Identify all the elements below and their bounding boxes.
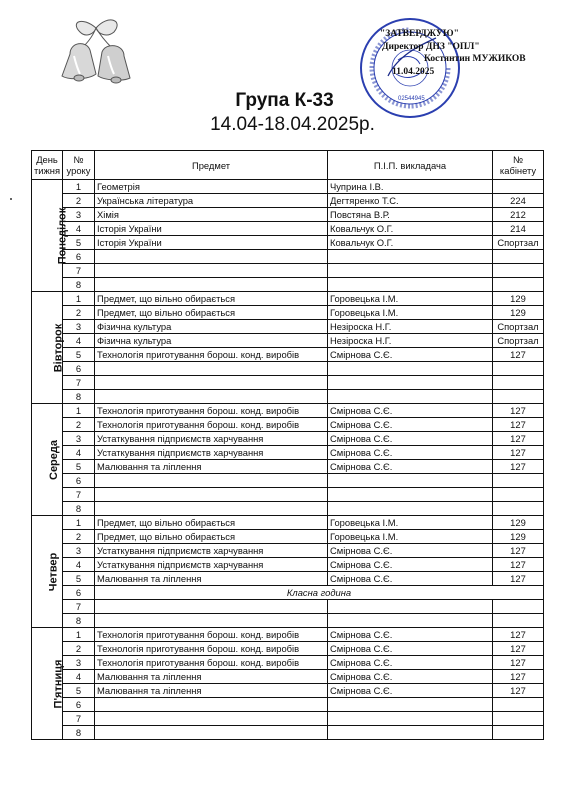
- day-label: Середа: [48, 439, 60, 480]
- teacher-cell: Горовецька І.М.: [328, 306, 493, 320]
- lesson-number: 4: [63, 558, 95, 572]
- teacher-cell: Горовецька І.М.: [328, 530, 493, 544]
- room-cell: [493, 250, 544, 264]
- room-cell: [493, 600, 544, 614]
- subject-cell: [95, 250, 328, 264]
- teacher-cell: Ковальчук О.Г.: [328, 236, 493, 250]
- table-row: [32, 264, 544, 278]
- table-row: [32, 376, 544, 390]
- teacher-cell: Смірнова С.Є.: [328, 404, 493, 418]
- table-row: [32, 180, 544, 194]
- subject-cell: Українська література: [95, 194, 328, 208]
- lesson-number: 3: [63, 544, 95, 558]
- table-row: [32, 628, 544, 642]
- subject-cell: Фізична культура: [95, 320, 328, 334]
- teacher-cell: [328, 264, 493, 278]
- table-row: [32, 474, 544, 488]
- table-row: [32, 670, 544, 684]
- lesson-number: 1: [63, 292, 95, 306]
- lesson-number: 4: [63, 670, 95, 684]
- subject-cell: Історія України: [95, 236, 328, 250]
- table-row: [32, 656, 544, 670]
- teacher-cell: [328, 250, 493, 264]
- subject-cell: Історія України: [95, 222, 328, 236]
- teacher-cell: [328, 474, 493, 488]
- subject-cell: Устаткування підприємств харчування: [95, 446, 328, 460]
- lesson-number: 6: [63, 586, 95, 600]
- room-cell: 129: [493, 292, 544, 306]
- room-cell: 212: [493, 208, 544, 222]
- day-label: П'ятниця: [52, 659, 65, 708]
- lesson-number: 8: [63, 614, 95, 628]
- room-cell: 214: [493, 222, 544, 236]
- table-row: [32, 404, 544, 418]
- subject-cell: Малювання та ліплення: [95, 684, 328, 698]
- room-cell: Спортзал: [493, 236, 544, 250]
- day-cell: [32, 180, 69, 292]
- approval-date: 11.04.2025: [392, 66, 435, 77]
- lesson-number: 2: [63, 194, 95, 208]
- lesson-number: 6: [63, 474, 95, 488]
- subject-cell: [95, 614, 328, 628]
- lesson-number: 7: [63, 600, 95, 614]
- lesson-number: 8: [63, 390, 95, 404]
- approval-position: Директор ДНЗ "ОПЛ": [382, 41, 480, 52]
- subject-cell: [95, 600, 328, 614]
- subject-cell: Технологія приготування борош. конд. виробів: [95, 348, 328, 362]
- table-row: [32, 208, 544, 222]
- lesson-number: 2: [63, 642, 95, 656]
- room-cell: [493, 390, 544, 404]
- lesson-number: 4: [63, 334, 95, 348]
- day-label: Вівторок: [52, 323, 65, 372]
- room-cell: [493, 278, 544, 292]
- table-row: [32, 362, 544, 376]
- lesson-number: 5: [63, 460, 95, 474]
- lesson-number: 5: [63, 572, 95, 586]
- lesson-number: 5: [63, 684, 95, 698]
- room-cell: 127: [493, 628, 544, 642]
- subject-cell: [95, 376, 328, 390]
- lesson-number: 1: [63, 180, 95, 194]
- subject-cell: [95, 698, 328, 712]
- subject-cell: [95, 502, 328, 516]
- room-cell: [493, 614, 544, 628]
- schedule-table: [31, 150, 544, 740]
- day-cell: [32, 404, 63, 516]
- header-room: № кабінету: [493, 151, 544, 180]
- teacher-cell: Смірнова С.Є.: [328, 432, 493, 446]
- day-label: Четвер: [47, 552, 60, 591]
- teacher-cell: [328, 698, 493, 712]
- table-row: [32, 614, 544, 628]
- subject-cell: [95, 726, 328, 740]
- room-cell: [493, 264, 544, 278]
- subject-cell: Малювання та ліплення: [95, 670, 328, 684]
- table-row: [32, 222, 544, 236]
- subject-cell: Технологія приготування борош. конд. виробів: [95, 404, 328, 418]
- lesson-number: 5: [63, 236, 95, 250]
- teacher-cell: [328, 376, 493, 390]
- subject-cell: Предмет, що вільно обирається: [95, 306, 328, 320]
- table-row: [32, 712, 544, 726]
- table-row: [32, 642, 544, 656]
- teacher-cell: Дегтяренко Т.С.: [328, 194, 493, 208]
- teacher-cell: Чуприна І.В.: [328, 180, 493, 194]
- bells-decoration-icon: [52, 14, 142, 96]
- table-row: [32, 306, 544, 320]
- date-range: [0, 114, 569, 136]
- teacher-cell: Смірнова С.Є.: [328, 348, 493, 362]
- table-row: [32, 236, 544, 250]
- lesson-number: 3: [63, 208, 95, 222]
- teacher-cell: Смірнова С.Є.: [328, 558, 493, 572]
- lesson-number: 6: [63, 698, 95, 712]
- lesson-number: 3: [63, 656, 95, 670]
- table-row: [32, 726, 544, 740]
- table-row: [32, 600, 544, 614]
- subject-cell: Технологія приготування борош. конд. виробів: [95, 628, 328, 642]
- lesson-number: 6: [63, 362, 95, 376]
- table-row: [32, 348, 544, 362]
- table-row: [32, 698, 544, 712]
- room-cell: 127: [493, 558, 544, 572]
- teacher-cell: Смірнова С.Є.: [328, 642, 493, 656]
- subject-cell: Предмет, що вільно обирається: [95, 516, 328, 530]
- teacher-cell: [328, 600, 493, 614]
- lesson-number: 4: [63, 446, 95, 460]
- table-row: [32, 390, 544, 404]
- teacher-cell: [328, 278, 493, 292]
- subject-cell: Предмет, що вільно обирається: [95, 530, 328, 544]
- room-cell: [493, 698, 544, 712]
- svg-text:02544945: 02544945: [398, 96, 425, 102]
- room-cell: 127: [493, 404, 544, 418]
- teacher-cell: Ковальчук О.Г.: [328, 222, 493, 236]
- table-row: [32, 446, 544, 460]
- teacher-cell: Повстяна В.Р.: [328, 208, 493, 222]
- table-row: [32, 460, 544, 474]
- room-cell: 127: [493, 446, 544, 460]
- lesson-number: 1: [63, 628, 95, 642]
- room-cell: 127: [493, 572, 544, 586]
- teacher-cell: Незіроска Н.Г.: [328, 320, 493, 334]
- table-row: [32, 544, 544, 558]
- room-cell: 127: [493, 670, 544, 684]
- schedule-body: [32, 180, 544, 740]
- teacher-cell: Смірнова С.Є.: [328, 670, 493, 684]
- lesson-number: 2: [63, 418, 95, 432]
- subject-cell: [95, 390, 328, 404]
- teacher-cell: Смірнова С.Є.: [328, 446, 493, 460]
- subject-cell: [95, 488, 328, 502]
- room-cell: [493, 502, 544, 516]
- teacher-cell: Смірнова С.Є.: [328, 656, 493, 670]
- lesson-number: 1: [63, 404, 95, 418]
- teacher-cell: [328, 502, 493, 516]
- room-cell: 127: [493, 642, 544, 656]
- lesson-number: 4: [63, 222, 95, 236]
- date-range-text: 14.04-18.04.2025р.: [210, 114, 375, 135]
- room-cell: [493, 362, 544, 376]
- lesson-number: 2: [63, 530, 95, 544]
- subject-cell: Технологія приготування борош. конд. виробів: [95, 418, 328, 432]
- room-cell: 127: [493, 418, 544, 432]
- table-row: [32, 488, 544, 502]
- room-cell: 129: [493, 530, 544, 544]
- subject-cell: [95, 278, 328, 292]
- teacher-cell: Смірнова С.Є.: [328, 460, 493, 474]
- room-cell: 224: [493, 194, 544, 208]
- day-cell: [32, 628, 63, 740]
- teacher-cell: [328, 712, 493, 726]
- table-row: [32, 278, 544, 292]
- approval-block: [374, 28, 554, 78]
- teacher-cell: Смірнова С.Є.: [328, 418, 493, 432]
- table-row: [32, 516, 544, 530]
- header-lesson: № уроку: [63, 151, 95, 180]
- table-row: [32, 432, 544, 446]
- table-row: [32, 684, 544, 698]
- lesson-number: 7: [63, 264, 95, 278]
- lesson-number: 8: [63, 278, 95, 292]
- table-row: [32, 320, 544, 334]
- subject-cell: [95, 712, 328, 726]
- subject-cell: Устаткування підприємств харчування: [95, 558, 328, 572]
- room-cell: 127: [493, 656, 544, 670]
- teacher-cell: Горовецька І.М.: [328, 292, 493, 306]
- table-row: [32, 334, 544, 348]
- subject-cell: Технологія приготування борош. конд. виробів: [95, 642, 328, 656]
- subject-cell: Хімія: [95, 208, 328, 222]
- header-day: День тижня: [32, 151, 63, 180]
- table-row: [32, 250, 544, 264]
- day-cell: [32, 516, 63, 628]
- room-cell: Спортзал: [493, 334, 544, 348]
- subject-cell: [95, 264, 328, 278]
- teacher-cell: [328, 614, 493, 628]
- teacher-cell: [328, 488, 493, 502]
- subject-cell: Технологія приготування борош. конд. виробів: [95, 656, 328, 670]
- header-teacher: П.І.П. викладача: [328, 151, 493, 180]
- teacher-cell: [328, 362, 493, 376]
- teacher-cell: Горовецька І.М.: [328, 516, 493, 530]
- room-cell: [493, 726, 544, 740]
- header-row: [32, 151, 544, 180]
- room-cell: [493, 376, 544, 390]
- subject-cell: Предмет, що вільно обирається: [95, 292, 328, 306]
- teacher-cell: [328, 390, 493, 404]
- table-row: [32, 530, 544, 544]
- lesson-number: 6: [63, 250, 95, 264]
- room-cell: 127: [493, 544, 544, 558]
- lesson-number: 7: [63, 488, 95, 502]
- teacher-cell: Смірнова С.Є.: [328, 684, 493, 698]
- teacher-cell: Незіроска Н.Г.: [328, 334, 493, 348]
- lesson-number: 1: [63, 516, 95, 530]
- room-cell: 127: [493, 432, 544, 446]
- table-row: [32, 194, 544, 208]
- room-cell: 129: [493, 306, 544, 320]
- teacher-cell: Смірнова С.Є.: [328, 628, 493, 642]
- room-cell: 127: [493, 460, 544, 474]
- lesson-number: 8: [63, 726, 95, 740]
- room-cell: 129: [493, 516, 544, 530]
- lesson-number: 5: [63, 348, 95, 362]
- table-row: [32, 418, 544, 432]
- table-row: [32, 572, 544, 586]
- subject-cell: Малювання та ліплення: [95, 460, 328, 474]
- room-cell: [493, 712, 544, 726]
- room-cell: 127: [493, 684, 544, 698]
- table-row: [32, 586, 544, 600]
- header-subject: Предмет: [95, 151, 328, 180]
- table-row: [32, 502, 544, 516]
- subject-cell: Устаткування підприємств харчування: [95, 432, 328, 446]
- room-cell: 127: [493, 348, 544, 362]
- table-row: [32, 558, 544, 572]
- subject-cell: Геометрія: [95, 180, 328, 194]
- lesson-number: 7: [63, 376, 95, 390]
- subject-cell: [95, 474, 328, 488]
- approval-heading: "ЗАТВЕРДЖУЮ": [380, 29, 459, 39]
- day-cell: [32, 292, 63, 404]
- merged-lesson-cell: Класна година: [95, 586, 544, 600]
- teacher-cell: [328, 726, 493, 740]
- room-cell: [493, 474, 544, 488]
- subject-cell: Устаткування підприємств харчування: [95, 544, 328, 558]
- teacher-cell: Смірнова С.Є.: [328, 544, 493, 558]
- lesson-number: 8: [63, 502, 95, 516]
- lesson-number: 3: [63, 320, 95, 334]
- teacher-cell: Смірнова С.Є.: [328, 572, 493, 586]
- day-label: Понеділок: [56, 207, 69, 264]
- lesson-number: 3: [63, 432, 95, 446]
- room-cell: [493, 180, 544, 194]
- subject-cell: [95, 362, 328, 376]
- lesson-number: 2: [63, 306, 95, 320]
- subject-cell: Фізична культура: [95, 334, 328, 348]
- approval-signatory: Костянтин МУЖИКОВ: [424, 54, 526, 64]
- scan-speck: [10, 198, 12, 200]
- group-title: Група К-33: [235, 90, 334, 111]
- lesson-number: 7: [63, 712, 95, 726]
- room-cell: [493, 488, 544, 502]
- subject-cell: Малювання та ліплення: [95, 572, 328, 586]
- table-row: [32, 292, 544, 306]
- room-cell: Спортзал: [493, 320, 544, 334]
